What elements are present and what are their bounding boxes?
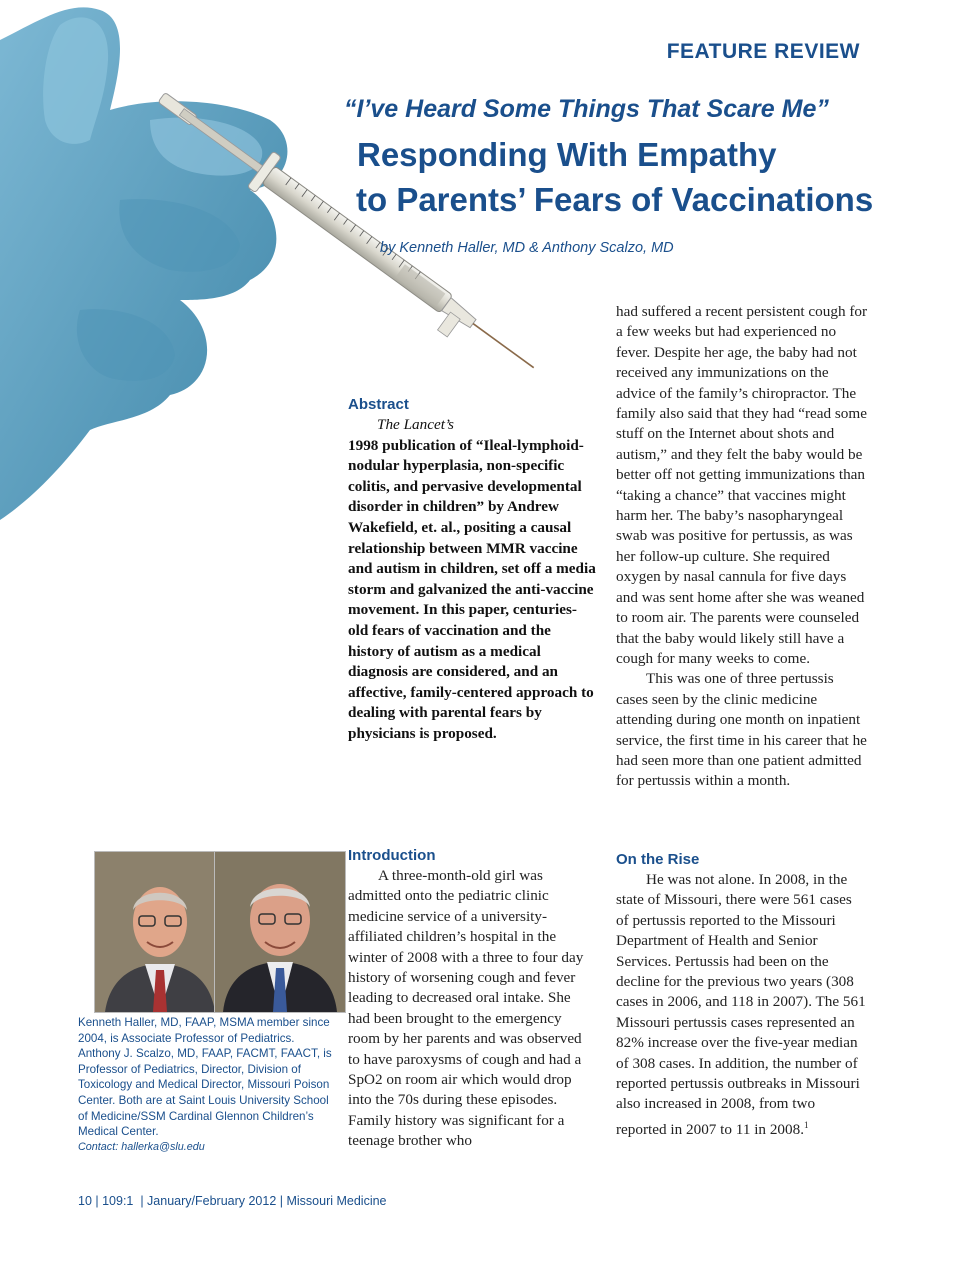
right-column bbox=[616, 302, 868, 792]
page-footer: 10 | 109:1 | January/February 2012 | Missouri Medicine bbox=[78, 1194, 387, 1208]
case-continued-text: had suffered a recent persistent cough for a few weeks but had experienced no fever. Despite her age, the baby had not received any immunizations on the advice of the family’s chiropractor. The family also said that they had “read some stuff on the Internet about shots and autism,” and they felt the baby would be better off not getting immunizations than “taking a chance” that vaccines might harm her. The baby’s nasopharyngeal swab was positive for pertussis, as was her follow-up culture. She required oxygen by nasal cannula for five days and was sent home after she was weaned to room air. The parents were counseled that the baby would likely still have a cough for many weeks to come. bbox=[616, 303, 868, 667]
author-photo-scalzo bbox=[214, 851, 346, 1013]
on-the-rise-section bbox=[616, 851, 868, 1140]
introduction-heading: Introduction bbox=[348, 847, 436, 864]
author-photo-haller bbox=[94, 851, 226, 1013]
author-contact: Contact: hallerka@slu.edu bbox=[78, 1140, 205, 1153]
quote-title: “I’ve Heard Some Things That Scare Me” bbox=[344, 95, 829, 123]
on-the-rise-body: He was not alone. In 2008, in the state of Missouri, there were 561 cases of pertussis reported to the Missouri Department of Health and Senior Services. Pertussis had been on the decline for the previous two years (308 cases in 2006, and 118 in 2007). The 561 Missouri pertussis cases represented an 82% increase over the five-year median of 308 cases. In addition, the number of reported pertussis outbreaks in Missouri also increased in 2008, from two reported in 2007 to 11 in 2008. bbox=[616, 871, 866, 1138]
byline: by Kenneth Haller, MD & Anthony Scalzo, MD bbox=[380, 240, 674, 256]
section-label: FEATURE REVIEW bbox=[666, 40, 860, 63]
glove-icon bbox=[0, 7, 287, 520]
abstract-section bbox=[348, 396, 596, 745]
introduction-text: A three-month-old girl was admitted onto the pediatric clinic medicine service of a university-affiliated children’s hospital in the winter of 2008 with a three to four day history of worsening cough and fever leading to decreased oral intake. She had been brought to the emergency room by her parents and was observed to have paroxysms of cough and had a SpO2 on room air which would drop into the 70s during these episodes. Family history was significant for a teenage brother who bbox=[348, 867, 584, 1150]
article-title-line2: to Parents’ Fears of Vaccinations bbox=[356, 181, 874, 218]
abstract-text: 1998 publication of “Ileal-lymphoid-nodular hyperplasia, non-specific colitis, and pervasive developmental disorder in children” by Andrew Wakefield, et. al., positing a causal relationship between MMR vaccine and autism in children, set off a media storm and galvanized the anti-vaccine movement. In this paper, centuries-old fears of vaccination and the history of autism as a medical diagnosis are considered, and an affective, family-centered approach to dealing with parental fears by physicians is proposed. bbox=[348, 436, 596, 742]
case-paragraph-2: This was one of three pertussis cases seen by the clinic medicine attending during one month on inpatient service, the first time in his career that he had seen more than one patient admitted for pertussis within a month. bbox=[616, 670, 867, 790]
introduction-section bbox=[348, 847, 594, 1152]
footnote-ref: 1 bbox=[804, 1119, 809, 1130]
author-bio-text: Kenneth Haller, MD, FAAP, MSMA member since 2004, is Associate Professor of Pediatrics. Anthony J. Scalzo, MD, FAAP, FACMT, FAACT, is Professor of Pediatrics, Director, Division of Toxicology and Medical Director, Missouri Poison Center. Both are at Saint Louis University School of Medicine/SSM Cardinal Glennon Children’s Medical Center. bbox=[78, 1016, 332, 1139]
on-the-rise-heading: On the Rise bbox=[616, 851, 700, 868]
article-title-line1: Responding With Empathy bbox=[357, 136, 777, 173]
author-bio bbox=[78, 1015, 336, 1155]
on-the-rise-text bbox=[616, 870, 868, 1140]
abstract-heading: Abstract bbox=[348, 396, 409, 413]
abstract-lead: The Lancet’s bbox=[377, 416, 454, 433]
